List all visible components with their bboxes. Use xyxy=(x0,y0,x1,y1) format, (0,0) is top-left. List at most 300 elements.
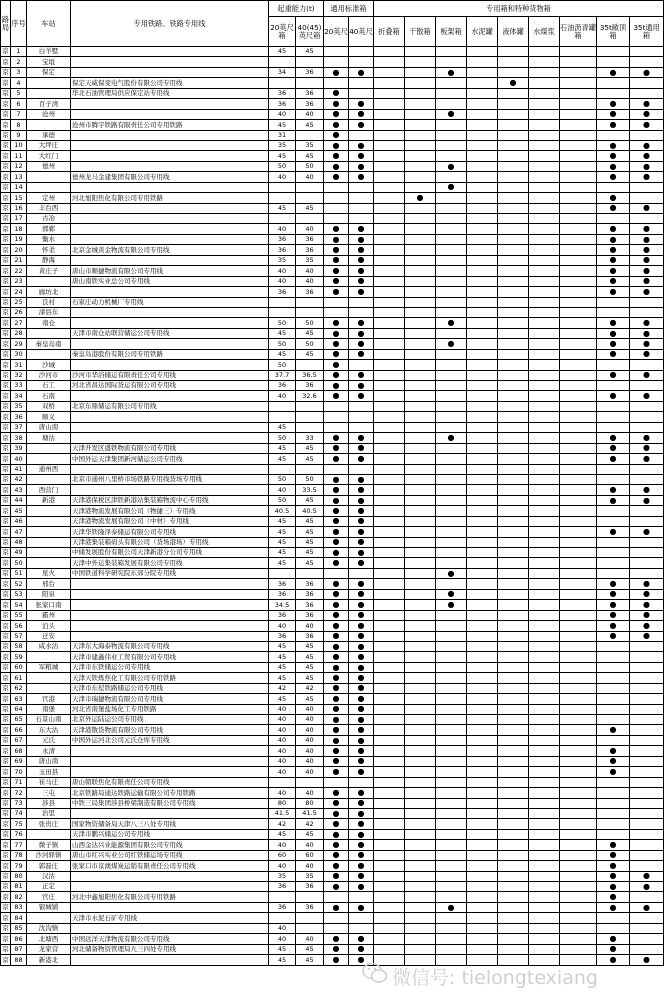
mark-cell: ● xyxy=(597,955,630,965)
table-row xyxy=(1,652,664,662)
table-row xyxy=(1,871,664,881)
table-header xyxy=(1,1,664,47)
cap40-cell xyxy=(296,78,324,88)
mark-cell: ● xyxy=(436,318,467,328)
mark-cell xyxy=(374,234,405,244)
mark-cell xyxy=(498,454,529,464)
station-cell: 唐山南 xyxy=(27,756,71,766)
cap20-cell: 34.5 xyxy=(269,600,296,610)
mark-cell xyxy=(630,57,664,67)
bureau-cell: 京 xyxy=(2,934,9,943)
cap20-cell: 37.7 xyxy=(269,370,296,380)
cap40-cell: 50 xyxy=(296,474,324,484)
mark-cell: ● xyxy=(349,287,374,297)
bureau-cell: 京 xyxy=(2,579,9,588)
mark-cell: ● xyxy=(630,579,664,589)
mark-cell xyxy=(467,47,498,57)
mark-cell: ● xyxy=(349,537,374,547)
mark-cell: ● xyxy=(349,955,374,965)
table-row xyxy=(1,662,664,672)
cap40-cell: 45 xyxy=(296,944,324,954)
mark-cell xyxy=(498,266,529,276)
mark-cell: ● xyxy=(349,485,374,495)
bureau-cell: 京 xyxy=(2,47,9,56)
mark-cell xyxy=(374,443,405,453)
table-row xyxy=(1,224,664,234)
mark-cell xyxy=(498,474,529,484)
bureau-cell: 京 xyxy=(2,130,9,139)
mark-cell xyxy=(560,47,597,57)
mark-cell: ● xyxy=(324,495,349,505)
bureau-cell: 京 xyxy=(2,778,9,787)
mark-cell xyxy=(529,412,560,422)
mark-cell: ● xyxy=(349,99,374,109)
cap20-cell: 45 xyxy=(269,558,296,568)
table-row xyxy=(1,527,664,537)
table-row xyxy=(1,161,664,171)
mark-cell: ● xyxy=(324,944,349,954)
mark-cell xyxy=(436,913,467,923)
line-cell: 天津港物流发展有限公司（物捷三）专用线 xyxy=(71,506,269,516)
mark-cell: ● xyxy=(630,224,664,234)
mark-cell xyxy=(529,788,560,798)
mark-cell xyxy=(436,381,467,391)
mark-cell xyxy=(436,558,467,568)
mark-cell xyxy=(560,808,597,818)
mark-cell xyxy=(436,662,467,672)
mark-cell xyxy=(374,829,405,839)
mark-cell xyxy=(405,495,436,505)
mark-cell xyxy=(560,433,597,443)
cap20-cell: 41.5 xyxy=(269,808,296,818)
cap40-cell: 40 xyxy=(296,840,324,850)
mark-cell xyxy=(529,47,560,57)
mark-cell xyxy=(374,78,405,88)
mark-cell xyxy=(405,641,436,651)
cap40-cell xyxy=(296,182,324,192)
mark-cell xyxy=(467,631,498,641)
cap20-cell: 42 xyxy=(269,683,296,693)
station-cell: 大坪庄 xyxy=(27,140,71,150)
table-row xyxy=(1,819,664,829)
mark-cell xyxy=(597,412,630,422)
mark-cell: ● xyxy=(630,871,664,881)
mark-cell: ● xyxy=(597,882,630,892)
bureau-cell: 京 xyxy=(2,705,9,714)
mark-cell xyxy=(349,307,374,317)
line-cell: 北京外运陆运公司专用线 xyxy=(71,715,269,725)
mark-cell xyxy=(374,506,405,516)
cap40-cell xyxy=(296,57,324,67)
cap20-cell xyxy=(269,57,296,67)
seq-cell: 23 xyxy=(11,276,27,286)
cap40-cell: 33.5 xyxy=(296,485,324,495)
mark-cell xyxy=(405,99,436,109)
line-cell: 唐山市红兴实业公司红铁储运场专用线 xyxy=(71,850,269,860)
mark-cell: ● xyxy=(436,433,467,443)
mark-cell xyxy=(374,694,405,704)
header-std-20: 20英尺 xyxy=(324,17,349,47)
mark-cell xyxy=(324,203,349,213)
mark-cell: ● xyxy=(597,840,630,850)
mark-cell xyxy=(529,130,560,140)
mark-cell xyxy=(498,318,529,328)
seq-cell: 45 xyxy=(11,506,27,516)
mark-cell xyxy=(560,913,597,923)
cap40-cell: 36 xyxy=(296,245,324,255)
mark-cell: ● xyxy=(324,370,349,380)
mark-cell xyxy=(405,255,436,265)
mark-cell: ● xyxy=(349,245,374,255)
mark-cell xyxy=(405,474,436,484)
cap40-cell: 36 xyxy=(296,287,324,297)
station-cell: 张家口南 xyxy=(27,600,71,610)
mark-cell xyxy=(405,558,436,568)
mark-cell: ● xyxy=(630,276,664,286)
seq-cell: 86 xyxy=(11,934,27,944)
mark-cell xyxy=(560,610,597,620)
bureau-cell: 京 xyxy=(2,819,9,828)
mark-cell xyxy=(436,548,467,558)
mark-cell xyxy=(560,788,597,798)
mark-cell xyxy=(498,57,529,67)
mark-cell xyxy=(405,266,436,276)
mark-cell xyxy=(630,88,664,98)
mark-cell xyxy=(560,892,597,902)
mark-cell xyxy=(630,641,664,651)
mark-cell xyxy=(597,673,630,683)
mark-cell xyxy=(529,621,560,631)
bureau-cell: 京 xyxy=(2,757,9,766)
mark-cell xyxy=(560,140,597,150)
station-cell: 官庄 xyxy=(27,892,71,902)
mark-cell xyxy=(498,808,529,818)
mark-cell xyxy=(405,902,436,912)
mark-cell: ● xyxy=(324,767,349,777)
mark-cell xyxy=(498,725,529,735)
mark-cell xyxy=(467,892,498,902)
seq-cell: 58 xyxy=(11,641,27,651)
mark-cell xyxy=(529,193,560,203)
bureau-cell: 京 xyxy=(2,548,9,557)
mark-cell xyxy=(560,266,597,276)
cap20-cell: 40 xyxy=(269,725,296,735)
cap40-cell: 36 xyxy=(296,67,324,77)
seq-cell: 42 xyxy=(11,474,27,484)
mark-cell xyxy=(630,767,664,777)
mark-cell: ● xyxy=(324,266,349,276)
mark-cell: ● xyxy=(597,140,630,150)
station-cell xyxy=(27,182,71,192)
bureau-cell: 京 xyxy=(2,652,9,661)
cap40-cell: 45 xyxy=(296,537,324,547)
seq-cell: 11 xyxy=(11,151,27,161)
cap40-cell: 50 xyxy=(296,161,324,171)
mark-cell xyxy=(630,840,664,850)
cap20-cell: 45 xyxy=(269,673,296,683)
mark-cell xyxy=(498,297,529,307)
mark-cell xyxy=(467,67,498,77)
mark-cell xyxy=(529,527,560,537)
station-cell xyxy=(27,443,71,453)
mark-cell xyxy=(467,934,498,944)
mark-cell xyxy=(560,255,597,265)
mark-cell: ● xyxy=(349,328,374,338)
cap40-cell: 36 xyxy=(296,99,324,109)
mark-cell: ● xyxy=(436,182,467,192)
mark-cell: ● xyxy=(349,673,374,683)
mark-cell xyxy=(467,266,498,276)
mark-cell xyxy=(349,214,374,224)
mark-cell: ● xyxy=(597,234,630,244)
line-cell xyxy=(71,746,269,756)
mark-cell xyxy=(498,589,529,599)
table-row xyxy=(1,579,664,589)
bureau-cell: 京 xyxy=(2,527,9,536)
mark-cell xyxy=(529,589,560,599)
line-cell xyxy=(71,433,269,443)
bureau-cell: 京 xyxy=(2,204,9,213)
mark-cell xyxy=(630,381,664,391)
line-cell xyxy=(71,255,269,265)
mark-cell xyxy=(560,161,597,171)
mark-cell xyxy=(630,652,664,662)
mark-cell xyxy=(498,788,529,798)
table-row xyxy=(1,182,664,192)
mark-cell xyxy=(405,829,436,839)
mark-cell xyxy=(529,443,560,453)
mark-cell xyxy=(560,287,597,297)
mark-cell: ● xyxy=(349,474,374,484)
mark-cell: ● xyxy=(630,318,664,328)
mark-cell xyxy=(405,548,436,558)
mark-cell xyxy=(405,756,436,766)
line-cell: 天津东大海泰物流有限公司专用线 xyxy=(71,641,269,651)
mark-cell xyxy=(405,892,436,902)
mark-cell: ● xyxy=(349,589,374,599)
station-cell: 张贵庄 xyxy=(27,819,71,829)
station-cell: 崔马庄 xyxy=(27,777,71,787)
mark-cell xyxy=(529,694,560,704)
cap20-cell xyxy=(269,412,296,422)
cap20-cell: 45 xyxy=(269,203,296,213)
header-bureau: 路局 xyxy=(1,1,11,47)
cap40-cell: 36 xyxy=(296,88,324,98)
table-row xyxy=(1,401,664,411)
mark-cell: ● xyxy=(324,600,349,610)
mark-cell xyxy=(529,297,560,307)
mark-cell xyxy=(436,829,467,839)
mark-cell xyxy=(560,600,597,610)
line-cell: 天津港保税区津铁新港站集装箱物流中心专用线 xyxy=(71,495,269,505)
mark-cell xyxy=(405,67,436,77)
station-cell xyxy=(27,506,71,516)
mark-cell xyxy=(324,892,349,902)
mark-cell: ● xyxy=(324,276,349,286)
mark-cell xyxy=(560,641,597,651)
bureau-cell: 京 xyxy=(2,590,9,599)
mark-cell xyxy=(630,360,664,370)
seq-cell: 8 xyxy=(11,120,27,130)
mark-cell: ● xyxy=(630,245,664,255)
mark-cell xyxy=(467,297,498,307)
mark-cell xyxy=(560,558,597,568)
table-row xyxy=(1,641,664,651)
cap40-cell: 40.5 xyxy=(296,506,324,516)
cap20-cell: 45 xyxy=(269,829,296,839)
seq-cell: 50 xyxy=(11,558,27,568)
seq-cell: 37 xyxy=(11,422,27,432)
line-cell: 北京铁路局通达铁路运输有限公司专用铁路 xyxy=(71,788,269,798)
mark-cell xyxy=(560,652,597,662)
table-row xyxy=(1,474,664,484)
cap20-cell xyxy=(269,193,296,203)
mark-cell xyxy=(467,882,498,892)
mark-cell: ● xyxy=(324,829,349,839)
mark-cell: ● xyxy=(597,495,630,505)
mark-cell xyxy=(405,631,436,641)
mark-cell xyxy=(467,433,498,443)
mark-cell: ● xyxy=(324,255,349,265)
mark-cell xyxy=(405,318,436,328)
mark-cell xyxy=(498,631,529,641)
bureau-cell: 京 xyxy=(2,600,9,609)
mark-cell xyxy=(560,715,597,725)
cap40-cell: 45 xyxy=(296,673,324,683)
bureau-cell: 京 xyxy=(2,235,9,244)
table-row xyxy=(1,516,664,526)
table-row xyxy=(1,600,664,610)
mark-cell: ● xyxy=(349,735,374,745)
mark-cell xyxy=(436,88,467,98)
mark-cell xyxy=(560,516,597,526)
mark-cell xyxy=(436,516,467,526)
mark-cell xyxy=(529,474,560,484)
mark-cell xyxy=(597,360,630,370)
table-row xyxy=(1,631,664,641)
seq-cell: 60 xyxy=(11,662,27,672)
mark-cell xyxy=(374,641,405,651)
line-cell xyxy=(71,756,269,766)
mark-cell: ● xyxy=(349,516,374,526)
mark-cell xyxy=(498,652,529,662)
mark-cell xyxy=(560,923,597,933)
mark-cell xyxy=(436,923,467,933)
mark-cell: ● xyxy=(324,871,349,881)
mark-cell xyxy=(467,339,498,349)
mark-cell: ● xyxy=(630,391,664,401)
bureau-cell: 京 xyxy=(2,809,9,818)
cap20-cell: 45 xyxy=(269,527,296,537)
table-row xyxy=(1,454,664,464)
mark-cell: ● xyxy=(324,454,349,464)
mark-cell xyxy=(436,224,467,234)
mark-cell xyxy=(436,579,467,589)
cap20-cell: 45 xyxy=(269,694,296,704)
mark-cell xyxy=(597,704,630,714)
station-cell: 邯郸 xyxy=(27,224,71,234)
header-sp-liquid-tank: 液体罐 xyxy=(498,17,529,47)
mark-cell xyxy=(498,287,529,297)
cap40-cell xyxy=(296,412,324,422)
mark-cell xyxy=(324,412,349,422)
mark-cell xyxy=(405,568,436,578)
bureau-cell: 京 xyxy=(2,642,9,651)
line-cell: 中国外运河北公司元氏仓库专用线 xyxy=(71,735,269,745)
mark-cell xyxy=(630,934,664,944)
mark-cell xyxy=(560,944,597,954)
mark-cell xyxy=(560,798,597,808)
mark-cell xyxy=(529,767,560,777)
cap20-cell xyxy=(269,182,296,192)
cap40-cell: 45 xyxy=(296,328,324,338)
cap40-cell: 36 xyxy=(296,882,324,892)
mark-cell xyxy=(529,401,560,411)
mark-cell xyxy=(324,568,349,578)
mark-cell xyxy=(529,214,560,224)
mark-cell xyxy=(349,422,374,432)
mark-cell xyxy=(405,746,436,756)
mark-cell xyxy=(560,861,597,871)
bureau-cell: 京 xyxy=(2,433,9,442)
mark-cell xyxy=(630,516,664,526)
mark-cell: ● xyxy=(597,485,630,495)
mark-cell xyxy=(405,861,436,871)
mark-cell: ● xyxy=(597,443,630,453)
mark-cell xyxy=(405,871,436,881)
mark-cell: ● xyxy=(324,88,349,98)
mark-cell xyxy=(498,349,529,359)
mark-cell xyxy=(405,182,436,192)
mark-cell xyxy=(374,287,405,297)
seq-cell: 72 xyxy=(11,788,27,798)
mark-cell xyxy=(529,819,560,829)
mark-cell xyxy=(498,673,529,683)
mark-cell: ● xyxy=(324,328,349,338)
mark-cell xyxy=(374,266,405,276)
mark-cell: ● xyxy=(324,433,349,443)
mark-cell xyxy=(560,109,597,119)
mark-cell xyxy=(467,808,498,818)
bureau-cell: 京 xyxy=(2,412,9,421)
station-cell: 永清 xyxy=(27,746,71,756)
cap20-cell: 36 xyxy=(269,589,296,599)
mark-cell xyxy=(560,819,597,829)
mark-cell xyxy=(467,370,498,380)
mark-cell xyxy=(374,245,405,255)
table-row xyxy=(1,485,664,495)
mark-cell xyxy=(374,715,405,725)
line-cell: 北京东鼎储运有限公司专用线 xyxy=(71,401,269,411)
header-capacity-group: 起重能力(t) xyxy=(269,1,324,17)
mark-cell xyxy=(405,443,436,453)
mark-cell xyxy=(498,224,529,234)
mark-cell: ● xyxy=(349,391,374,401)
mark-cell xyxy=(529,558,560,568)
cap20-cell: 45 xyxy=(269,652,296,662)
mark-cell: ● xyxy=(597,203,630,213)
mark-cell: ● xyxy=(349,558,374,568)
mark-cell: ● xyxy=(324,67,349,77)
table-row xyxy=(1,850,664,860)
station-cell: 保定 xyxy=(27,67,71,77)
mark-cell: ● xyxy=(324,725,349,735)
mark-cell: ● xyxy=(597,349,630,359)
bureau-cell: 京 xyxy=(2,767,9,776)
mark-cell xyxy=(529,725,560,735)
cap40-cell: 36 xyxy=(296,234,324,244)
mark-cell xyxy=(560,172,597,182)
